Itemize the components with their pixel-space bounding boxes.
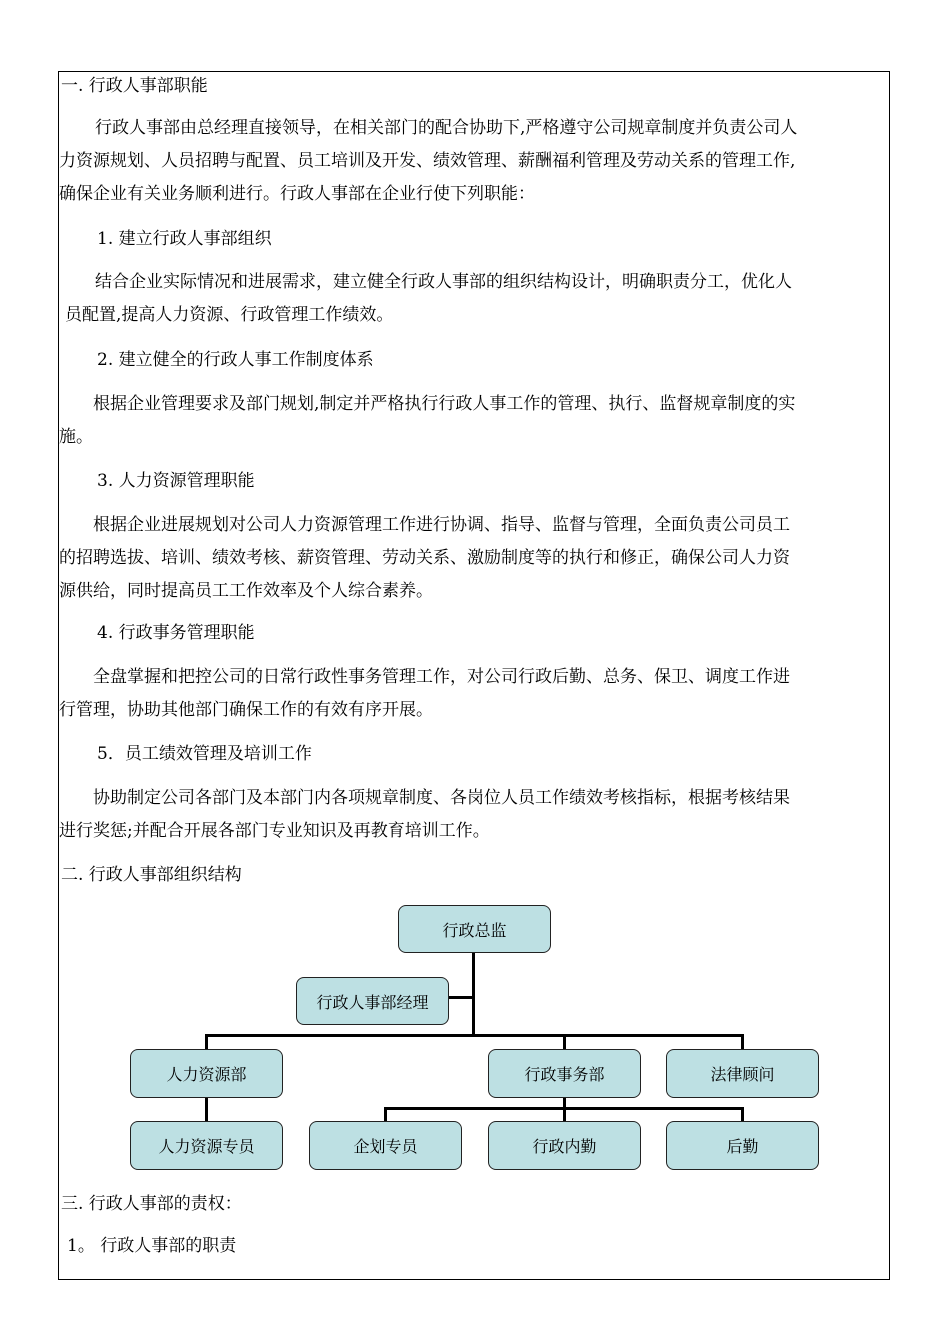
paragraph-line: 根据企业进展规划对公司人力资源管理工作进行协调、指导、监督与管理，全面负责公司员工 — [93, 515, 790, 535]
subsection-heading: 1。 行政人事部的职责 — [67, 1236, 237, 1256]
connector-line — [741, 1034, 744, 1050]
item-paragraph — [59, 388, 885, 454]
paragraph-line: 的招聘选拔、培训、绩效考核、薪资管理、劳动关系、激励制度等的执行和修正，确保公司人力资 — [59, 548, 790, 568]
org-box-planning: 企划专员 — [309, 1121, 462, 1170]
org-box-hr-dept: 人力资源部 — [130, 1049, 283, 1098]
section-heading: 一. 行政人事部职能 — [61, 76, 208, 96]
connector-line — [741, 1107, 744, 1122]
paragraph-line: 协助制定公司各部门及本部门内各项规章制度、各岗位人员工作绩效考核指标，根据考核结果 — [93, 788, 790, 808]
paragraph-line: 进行奖惩;并配合开展各部门专业知识及再教育培训工作。 — [59, 821, 490, 841]
paragraph-line: 员配置,提高人力资源、行政管理工作绩效。 — [65, 305, 394, 325]
paragraph-line: 全盘掌握和把控公司的日常行政性事务管理工作，对公司行政后勤、总务、保卫、调度工作进 — [93, 667, 790, 687]
item-title: 3. 人力资源管理职能 — [97, 471, 255, 491]
org-box-logistics: 后勤 — [666, 1121, 819, 1170]
section-heading: 二. 行政人事部组织结构 — [61, 865, 242, 885]
intro-paragraph — [59, 112, 885, 211]
connector-line — [205, 1034, 208, 1050]
paragraph-line: 行管理，协助其他部门确保工作的有效有序开展。 — [59, 700, 433, 720]
item-paragraph — [59, 661, 885, 727]
paragraph-line: 结合企业实际情况和进展需求，建立健全行政人事部的组织结构设计，明确职责分工，优化人 — [95, 272, 792, 292]
item-paragraph — [59, 266, 885, 332]
paragraph-line: 行政人事部由总经理直接领导，在相关部门的配合协助下,严格遵守公司规章制度并负责公司人 — [95, 118, 798, 138]
item-paragraph — [59, 509, 885, 608]
connector-line — [563, 1034, 566, 1050]
org-box-director: 行政总监 — [398, 905, 551, 953]
paragraph-line: 源供给，同时提高员工工作效率及个人综合素养。 — [59, 581, 433, 601]
paragraph-line: 施。 — [59, 427, 93, 447]
org-box-hr-specialist: 人力资源专员 — [130, 1121, 283, 1170]
section-heading: 三. 行政人事部的责权： — [61, 1194, 242, 1214]
paragraph-line: 力资源规划、人员招聘与配置、员工培训及开发、绩效管理、薪酬福利管理及劳动关系的管理工作, — [59, 151, 796, 171]
connector-line — [205, 1097, 208, 1122]
item-title: 2. 建立健全的行政人事工作制度体系 — [97, 350, 374, 370]
connector-line — [472, 952, 475, 1036]
item-paragraph — [59, 782, 885, 848]
paragraph-line: 根据企业管理要求及部门规划,制定并严格执行行政人事工作的管理、执行、监督规章制度的实 — [93, 394, 796, 414]
org-box-manager: 行政人事部经理 — [296, 977, 449, 1025]
connector-line — [563, 1107, 566, 1122]
connector-line — [205, 1034, 744, 1037]
item-title: 4. 行政事务管理职能 — [97, 623, 255, 643]
item-title: 1. 建立行政人事部组织 — [97, 229, 272, 249]
item-title: 5．员工绩效管理及培训工作 — [97, 744, 312, 764]
org-box-legal: 法律顾问 — [666, 1049, 819, 1098]
paragraph-line: 确保企业有关业务顺利进行。行政人事部在企业行使下列职能： — [59, 184, 535, 204]
org-box-admin-internal: 行政内勤 — [488, 1121, 641, 1170]
org-box-admin-dept: 行政事务部 — [488, 1049, 641, 1098]
connector-line — [384, 1107, 387, 1122]
connector-line — [448, 996, 474, 999]
